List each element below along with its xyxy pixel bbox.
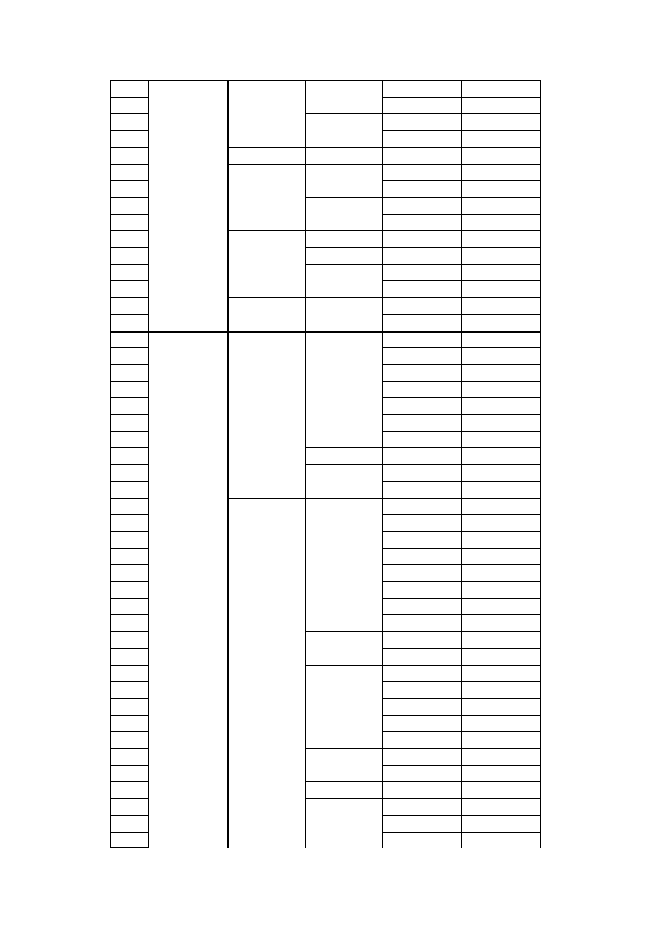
section-divider	[110, 331, 540, 333]
staff-code-cell	[382, 665, 461, 682]
group-divider	[305, 464, 382, 465]
person-name-cell	[461, 347, 540, 364]
staff-code-cell	[382, 280, 461, 297]
row-number-cell	[110, 197, 148, 214]
row-divider	[110, 815, 148, 816]
group-divider	[305, 665, 382, 666]
person-name-cell	[461, 447, 540, 464]
staff-code-cell	[382, 781, 461, 798]
town-cell	[305, 247, 382, 264]
row-number-cell	[110, 564, 148, 581]
staff-code-cell	[382, 548, 461, 565]
row-divider	[110, 247, 148, 248]
staff-code-cell	[382, 731, 461, 748]
row-number-cell	[110, 364, 148, 381]
person-name-cell	[461, 414, 540, 431]
row-divider	[110, 197, 148, 198]
person-name-cell	[461, 97, 540, 114]
column-divider	[305, 80, 306, 848]
person-name-cell	[461, 531, 540, 548]
district-cell	[227, 80, 305, 147]
person-name-cell	[461, 748, 540, 765]
staff-code-cell	[382, 214, 461, 231]
row-number-cell	[110, 598, 148, 615]
person-name-cell	[461, 80, 540, 97]
row-number-cell	[110, 381, 148, 398]
row-divider	[110, 832, 148, 833]
row-divider	[110, 264, 148, 265]
row-number-cell	[110, 331, 148, 348]
group-divider	[305, 781, 382, 782]
row-number-cell	[110, 80, 148, 97]
row-divider	[110, 665, 148, 666]
staff-code-cell	[382, 331, 461, 348]
staff-code-cell	[382, 481, 461, 498]
row-number-cell	[110, 214, 148, 231]
person-name-cell	[461, 364, 540, 381]
staff-code-cell	[382, 197, 461, 214]
person-name-cell	[461, 314, 540, 331]
staff-code-cell	[382, 447, 461, 464]
row-number-cell	[110, 798, 148, 815]
staff-code-cell	[382, 297, 461, 314]
staff-code-cell	[382, 648, 461, 665]
row-divider	[110, 648, 148, 649]
staff-code-cell	[382, 581, 461, 598]
staff-code-cell	[382, 798, 461, 815]
group-divider	[305, 197, 382, 198]
row-divider	[110, 564, 148, 565]
person-name-cell	[461, 214, 540, 231]
person-name-cell	[461, 648, 540, 665]
staff-code-cell	[382, 130, 461, 147]
person-name-cell	[461, 581, 540, 598]
person-name-cell	[461, 815, 540, 832]
town-cell	[305, 447, 382, 464]
staff-code-cell	[382, 698, 461, 715]
town-cell	[305, 197, 382, 230]
group-divider	[305, 447, 382, 448]
row-divider	[110, 164, 148, 165]
row-divider	[110, 481, 148, 482]
row-number-cell	[110, 531, 148, 548]
person-name-cell	[461, 665, 540, 682]
group-divider	[305, 297, 382, 298]
row-number-cell	[110, 280, 148, 297]
staff-code-cell	[382, 464, 461, 481]
group-divider	[305, 80, 382, 81]
row-number-cell	[110, 414, 148, 431]
row-divider	[110, 631, 148, 632]
person-name-cell	[461, 564, 540, 581]
row-divider	[110, 581, 148, 582]
district-cell	[227, 164, 305, 231]
person-name-cell	[461, 331, 540, 348]
staff-code-cell	[382, 514, 461, 531]
person-name-cell	[461, 164, 540, 181]
person-name-cell	[461, 715, 540, 732]
group-divider	[227, 498, 305, 499]
row-number-cell	[110, 648, 148, 665]
town-cell	[305, 164, 382, 197]
row-number-cell	[110, 514, 148, 531]
group-divider	[305, 798, 382, 799]
row-divider	[110, 447, 148, 448]
person-name-cell	[461, 798, 540, 815]
row-divider	[110, 230, 148, 231]
staff-code-cell	[382, 113, 461, 130]
person-name-cell	[461, 264, 540, 281]
person-name-cell	[461, 765, 540, 782]
person-name-cell	[461, 180, 540, 197]
row-divider	[110, 598, 148, 599]
person-name-cell	[461, 147, 540, 164]
town-cell	[305, 798, 382, 852]
row-number-cell	[110, 314, 148, 331]
town-cell	[305, 297, 382, 330]
person-name-cell	[461, 514, 540, 531]
person-name-cell	[461, 548, 540, 565]
row-number-cell	[110, 464, 148, 481]
row-number-cell	[110, 397, 148, 414]
row-number-cell	[110, 147, 148, 164]
staff-code-cell	[382, 631, 461, 648]
person-name-cell	[461, 381, 540, 398]
person-name-cell	[461, 698, 540, 715]
town-cell	[305, 113, 382, 146]
group-divider	[305, 247, 382, 248]
row-number-cell	[110, 164, 148, 181]
staff-code-cell	[382, 347, 461, 364]
staff-code-cell	[382, 431, 461, 448]
row-number-cell	[110, 481, 148, 498]
person-name-cell	[461, 464, 540, 481]
staff-code-cell	[382, 564, 461, 581]
person-name-cell	[461, 230, 540, 247]
row-divider	[110, 681, 148, 682]
staff-code-cell	[382, 247, 461, 264]
row-divider	[110, 113, 148, 114]
row-divider	[110, 97, 148, 98]
row-number-cell	[110, 581, 148, 598]
group-divider	[305, 230, 382, 231]
staff-code-cell	[382, 681, 461, 698]
staff-code-cell	[382, 180, 461, 197]
person-name-cell	[461, 681, 540, 698]
row-number-cell	[110, 765, 148, 782]
row-divider	[110, 765, 148, 766]
town-cell	[305, 464, 382, 497]
group-divider	[227, 230, 305, 231]
row-number-cell	[110, 681, 148, 698]
town-cell	[305, 498, 382, 632]
row-number-cell	[110, 447, 148, 464]
row-divider	[110, 130, 148, 131]
row-number-cell	[110, 180, 148, 197]
district-cell	[227, 297, 305, 330]
city-cell	[148, 70, 227, 331]
person-name-cell	[461, 781, 540, 798]
row-divider	[110, 798, 148, 799]
person-name-cell	[461, 197, 540, 214]
row-number-cell	[110, 548, 148, 565]
person-name-cell	[461, 832, 540, 848]
row-number-cell	[110, 347, 148, 364]
group-divider	[227, 147, 305, 148]
staff-code-cell	[382, 164, 461, 181]
town-cell	[305, 665, 382, 749]
row-number-cell	[110, 815, 148, 832]
town-cell	[305, 264, 382, 297]
person-name-cell	[461, 297, 540, 314]
group-divider	[305, 748, 382, 749]
person-name-cell	[461, 431, 540, 448]
person-name-cell	[461, 731, 540, 748]
group-divider	[305, 147, 382, 148]
row-divider	[110, 531, 148, 532]
row-number-cell	[110, 781, 148, 798]
person-name-cell	[461, 498, 540, 515]
row-divider	[110, 297, 148, 298]
staff-code-cell	[382, 264, 461, 281]
row-divider	[110, 80, 148, 81]
group-divider	[305, 113, 382, 114]
column-divider	[148, 80, 149, 848]
staff-code-cell	[382, 364, 461, 381]
column-divider	[382, 80, 383, 848]
staff-code-cell	[382, 598, 461, 615]
town-cell	[305, 331, 382, 448]
row-number-cell	[110, 297, 148, 314]
row-divider	[110, 280, 148, 281]
row-divider	[110, 514, 148, 515]
staff-code-cell	[382, 815, 461, 832]
group-divider	[227, 164, 305, 165]
person-name-cell	[461, 481, 540, 498]
row-divider	[110, 781, 148, 782]
row-divider	[110, 847, 148, 848]
person-name-cell	[461, 614, 540, 631]
staff-code-cell	[382, 147, 461, 164]
town-cell	[305, 230, 382, 247]
staff-code-cell	[382, 614, 461, 631]
district-cell	[227, 498, 305, 848]
row-number-cell	[110, 614, 148, 631]
row-number-cell	[110, 247, 148, 264]
row-number-cell	[110, 264, 148, 281]
staff-code-cell	[382, 230, 461, 247]
row-number-cell	[110, 130, 148, 147]
row-number-cell	[110, 731, 148, 748]
row-number-cell	[110, 665, 148, 682]
person-name-cell	[461, 247, 540, 264]
town-cell	[305, 781, 382, 798]
row-number-cell	[110, 431, 148, 448]
group-divider	[305, 264, 382, 265]
group-divider	[305, 164, 382, 165]
column-divider	[461, 80, 462, 848]
row-number-cell	[110, 631, 148, 648]
row-divider	[110, 548, 148, 549]
staff-code-cell	[382, 381, 461, 398]
district-cell	[227, 230, 305, 297]
group-divider	[227, 297, 305, 298]
person-name-cell	[461, 631, 540, 648]
staff-code-cell	[382, 498, 461, 515]
staff-code-cell	[382, 748, 461, 765]
group-divider	[227, 80, 305, 81]
row-number-cell	[110, 698, 148, 715]
staff-code-cell	[382, 97, 461, 114]
row-divider	[110, 381, 148, 382]
district-cell	[227, 331, 305, 498]
staff-code-cell	[382, 397, 461, 414]
staff-code-cell	[382, 765, 461, 782]
row-divider	[110, 364, 148, 365]
row-number-cell	[110, 715, 148, 732]
row-divider	[110, 431, 148, 432]
person-name-cell	[461, 598, 540, 615]
district-cell	[227, 147, 305, 164]
row-number-cell	[110, 97, 148, 114]
row-divider	[110, 464, 148, 465]
row-divider	[110, 731, 148, 732]
person-name-cell	[461, 280, 540, 297]
row-divider	[110, 180, 148, 181]
row-number-cell	[110, 230, 148, 247]
row-divider	[110, 414, 148, 415]
column-divider-strong	[227, 80, 229, 848]
staff-code-cell	[382, 531, 461, 548]
staff-code-cell	[382, 832, 461, 848]
row-divider	[110, 147, 148, 148]
town-cell	[305, 80, 382, 113]
row-number-cell	[110, 113, 148, 130]
row-divider	[110, 397, 148, 398]
row-divider	[110, 698, 148, 699]
row-number-cell	[110, 498, 148, 515]
person-name-cell	[461, 397, 540, 414]
row-number-cell	[110, 832, 148, 848]
person-name-cell	[461, 130, 540, 147]
town-cell	[305, 147, 382, 164]
city-cell	[148, 331, 227, 848]
town-cell	[305, 631, 382, 664]
staff-code-cell	[382, 715, 461, 732]
group-divider	[305, 631, 382, 632]
column-divider	[110, 80, 111, 848]
column-divider	[540, 80, 541, 848]
row-divider	[110, 214, 148, 215]
row-divider	[110, 347, 148, 348]
row-divider	[110, 314, 148, 315]
staff-code-cell	[382, 314, 461, 331]
row-divider	[110, 748, 148, 749]
row-divider	[110, 715, 148, 716]
group-divider	[305, 498, 382, 499]
staff-code-cell	[382, 80, 461, 97]
row-divider	[110, 614, 148, 615]
town-cell	[305, 748, 382, 781]
row-divider	[110, 498, 148, 499]
staff-code-cell	[382, 414, 461, 431]
row-number-cell	[110, 748, 148, 765]
group-divider	[148, 80, 227, 81]
person-name-cell	[461, 113, 540, 130]
